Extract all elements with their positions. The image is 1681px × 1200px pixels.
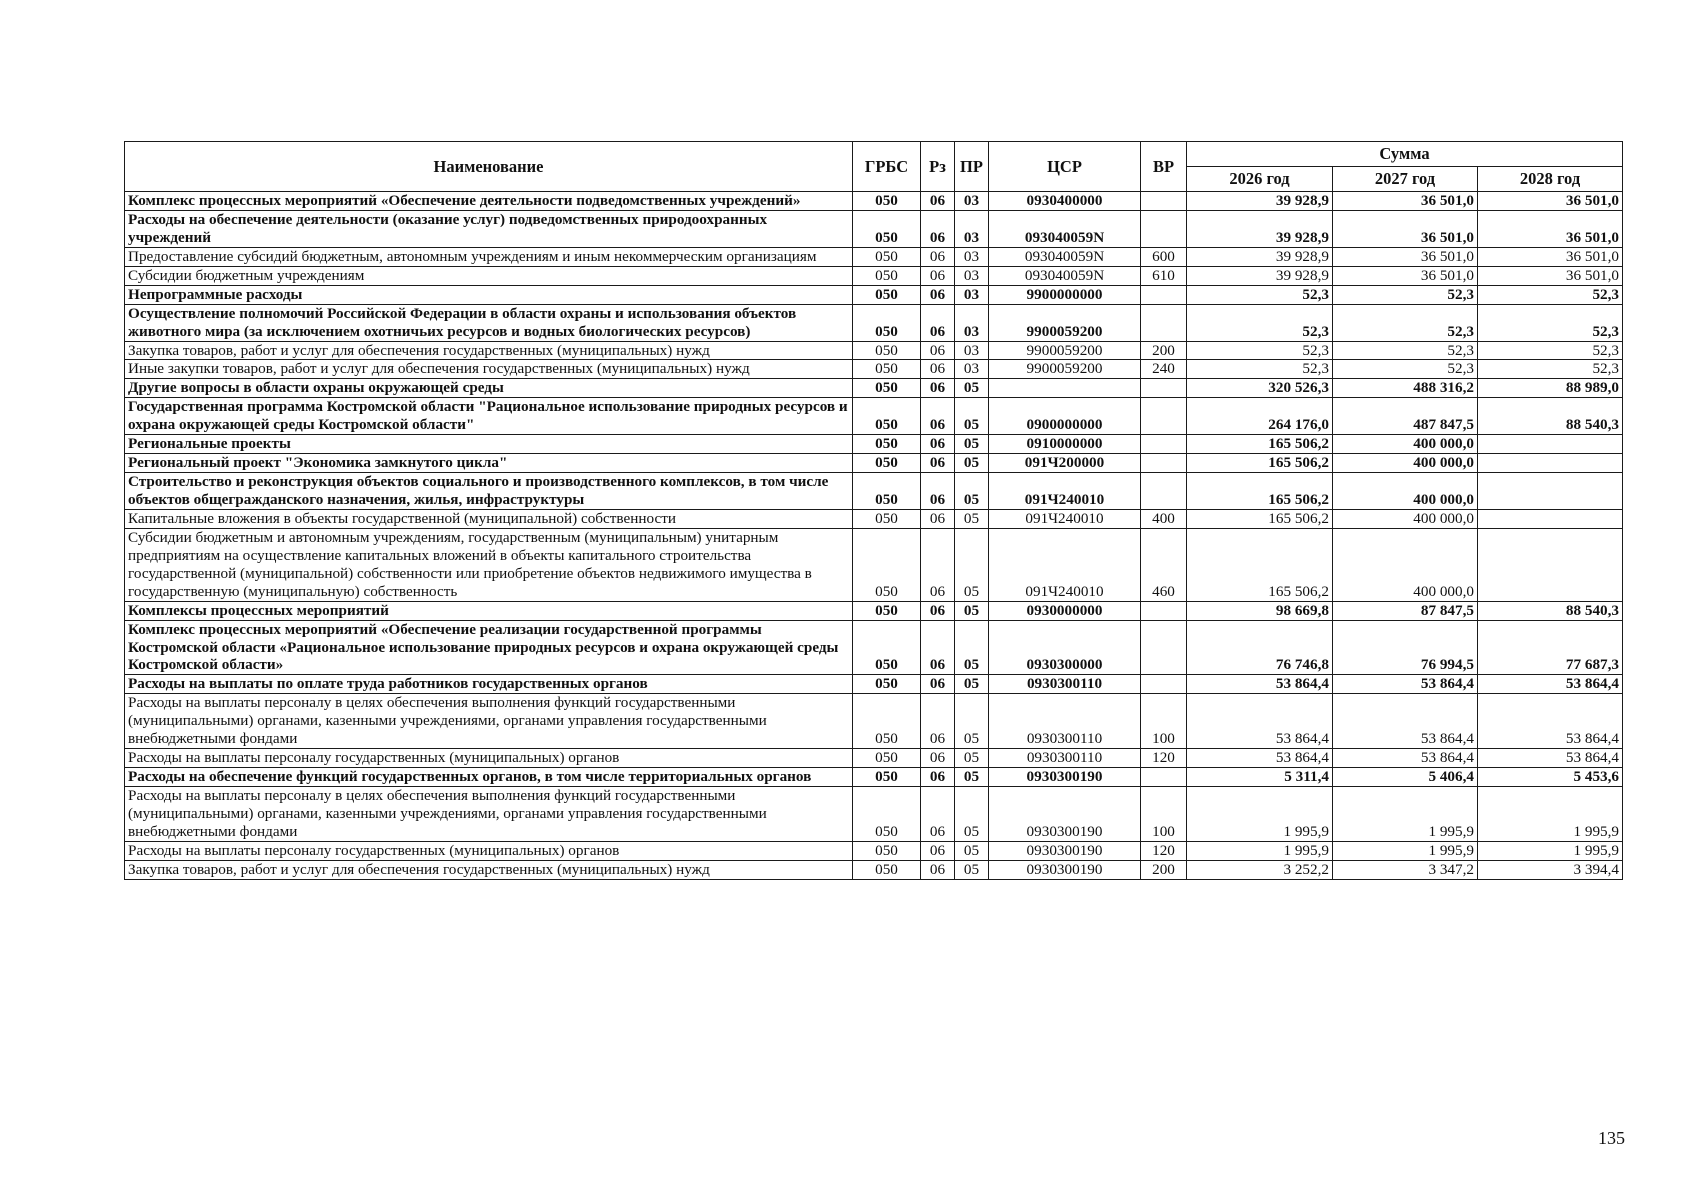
- cell-amount-2027: 36 501,0: [1333, 210, 1478, 247]
- cell-vr: [1141, 601, 1187, 620]
- table-row: [125, 304, 1623, 341]
- cell-name: Непрограммные расходы: [125, 285, 853, 304]
- cell-vr: [1141, 210, 1187, 247]
- cell-amount-2028: 36 501,0: [1478, 192, 1623, 211]
- cell-name: Капитальные вложения в объекты государственной (муниципальной) собственности: [125, 509, 853, 528]
- cell-grbs: 050: [853, 210, 921, 247]
- cell-amount-2026: 52,3: [1187, 285, 1333, 304]
- cell-grbs: 050: [853, 768, 921, 787]
- cell-grbs: 050: [853, 787, 921, 842]
- cell-vr: [1141, 620, 1187, 675]
- cell-csr: 9900059200: [989, 341, 1141, 360]
- cell-name: Расходы на обеспечение деятельности (оказание услуг) подведомственных природоохранных учреждений: [125, 210, 853, 247]
- cell-amount-2028: [1478, 454, 1623, 473]
- cell-csr: 093040059N: [989, 247, 1141, 266]
- cell-amount-2027: 53 864,4: [1333, 694, 1478, 749]
- cell-grbs: 050: [853, 304, 921, 341]
- table-row: [125, 210, 1623, 247]
- cell-csr: 9900000000: [989, 285, 1141, 304]
- cell-pr: 05: [955, 787, 989, 842]
- cell-rz: 06: [921, 768, 955, 787]
- cell-csr: 0900000000: [989, 398, 1141, 435]
- cell-name: Расходы на выплаты персоналу государственных (муниципальных) органов: [125, 749, 853, 768]
- table-row: [125, 509, 1623, 528]
- cell-pr: 03: [955, 266, 989, 285]
- cell-rz: 06: [921, 473, 955, 510]
- table-row: [125, 341, 1623, 360]
- cell-amount-2028: 88 540,3: [1478, 601, 1623, 620]
- cell-pr: 05: [955, 620, 989, 675]
- cell-grbs: 050: [853, 454, 921, 473]
- cell-pr: 03: [955, 341, 989, 360]
- cell-pr: 05: [955, 454, 989, 473]
- cell-name: Государственная программа Костромской области "Рациональное использование природных ресурсов и охрана окружающей среды Костромской области": [125, 398, 853, 435]
- cell-name: Комплексы процессных мероприятий: [125, 601, 853, 620]
- cell-rz: 06: [921, 749, 955, 768]
- table-row: [125, 620, 1623, 675]
- cell-rz: 06: [921, 210, 955, 247]
- cell-vr: 200: [1141, 341, 1187, 360]
- cell-grbs: 050: [853, 860, 921, 879]
- cell-amount-2026: 165 506,2: [1187, 509, 1333, 528]
- cell-grbs: 050: [853, 247, 921, 266]
- cell-csr: 093040059N: [989, 210, 1141, 247]
- cell-rz: 06: [921, 435, 955, 454]
- cell-name: Комплекс процессных мероприятий «Обеспечение деятельности подведомственных учреждений»: [125, 192, 853, 211]
- table-row: [125, 749, 1623, 768]
- cell-amount-2026: 53 864,4: [1187, 749, 1333, 768]
- cell-name: Другие вопросы в области охраны окружающей среды: [125, 379, 853, 398]
- cell-amount-2028: 77 687,3: [1478, 620, 1623, 675]
- budget-table: [124, 141, 1623, 880]
- table-row: [125, 192, 1623, 211]
- table-row: [125, 601, 1623, 620]
- cell-grbs: 050: [853, 379, 921, 398]
- cell-grbs: 050: [853, 694, 921, 749]
- cell-rz: 06: [921, 675, 955, 694]
- cell-amount-2027: 52,3: [1333, 360, 1478, 379]
- cell-amount-2028: [1478, 509, 1623, 528]
- cell-amount-2027: 400 000,0: [1333, 473, 1478, 510]
- cell-amount-2027: 5 406,4: [1333, 768, 1478, 787]
- cell-grbs: 050: [853, 620, 921, 675]
- cell-name: Региональные проекты: [125, 435, 853, 454]
- cell-csr: 091Ч240010: [989, 528, 1141, 601]
- header-year-2026: 2026 год: [1187, 167, 1333, 192]
- cell-csr: 091Ч240010: [989, 509, 1141, 528]
- cell-amount-2026: 165 506,2: [1187, 454, 1333, 473]
- cell-csr: [989, 379, 1141, 398]
- cell-amount-2028: 53 864,4: [1478, 675, 1623, 694]
- cell-amount-2027: 3 347,2: [1333, 860, 1478, 879]
- cell-name: Расходы на выплаты персоналу в целях обеспечения выполнения функций государственными (муниципальными) органами, казенными учреждениями, органами управления государственными внебюджетными фондами: [125, 694, 853, 749]
- header-sum: Сумма: [1187, 142, 1623, 167]
- cell-amount-2028: 36 501,0: [1478, 247, 1623, 266]
- cell-amount-2028: 52,3: [1478, 341, 1623, 360]
- cell-amount-2028: 53 864,4: [1478, 749, 1623, 768]
- cell-pr: 05: [955, 841, 989, 860]
- cell-amount-2028: 3 394,4: [1478, 860, 1623, 879]
- cell-amount-2026: 53 864,4: [1187, 675, 1333, 694]
- cell-amount-2027: 53 864,4: [1333, 675, 1478, 694]
- header-grbs: ГРБС: [853, 142, 921, 192]
- cell-pr: 05: [955, 398, 989, 435]
- cell-name: Расходы на выплаты персоналу государственных (муниципальных) органов: [125, 841, 853, 860]
- cell-rz: 06: [921, 860, 955, 879]
- cell-amount-2028: 52,3: [1478, 285, 1623, 304]
- cell-amount-2026: 320 526,3: [1187, 379, 1333, 398]
- cell-pr: 05: [955, 509, 989, 528]
- cell-rz: 06: [921, 360, 955, 379]
- cell-csr: 0930400000: [989, 192, 1141, 211]
- cell-name: Закупка товаров, работ и услуг для обеспечения государственных (муниципальных) нужд: [125, 860, 853, 879]
- header-rz: Рз: [921, 142, 955, 192]
- cell-amount-2028: 53 864,4: [1478, 694, 1623, 749]
- cell-amount-2027: 400 000,0: [1333, 435, 1478, 454]
- cell-pr: 05: [955, 435, 989, 454]
- cell-vr: [1141, 379, 1187, 398]
- cell-amount-2026: 3 252,2: [1187, 860, 1333, 879]
- cell-grbs: 050: [853, 435, 921, 454]
- cell-pr: 05: [955, 768, 989, 787]
- cell-vr: 120: [1141, 841, 1187, 860]
- cell-vr: 610: [1141, 266, 1187, 285]
- cell-grbs: 050: [853, 749, 921, 768]
- cell-amount-2027: 487 847,5: [1333, 398, 1478, 435]
- cell-pr: 03: [955, 247, 989, 266]
- table-row: [125, 454, 1623, 473]
- cell-vr: 200: [1141, 860, 1187, 879]
- cell-name: Расходы на выплаты персоналу в целях обеспечения выполнения функций государственными (муниципальными) органами, казенными учреждениями, органами управления государственными внебюджетными фондами: [125, 787, 853, 842]
- cell-pr: 05: [955, 473, 989, 510]
- table-row: [125, 398, 1623, 435]
- cell-csr: 9900059200: [989, 360, 1141, 379]
- cell-name: Расходы на выплаты по оплате труда работников государственных органов: [125, 675, 853, 694]
- cell-csr: 091Ч240010: [989, 473, 1141, 510]
- cell-pr: 05: [955, 601, 989, 620]
- cell-grbs: 050: [853, 341, 921, 360]
- cell-amount-2028: 88 989,0: [1478, 379, 1623, 398]
- cell-grbs: 050: [853, 601, 921, 620]
- cell-pr: 03: [955, 192, 989, 211]
- table-row: [125, 694, 1623, 749]
- cell-amount-2027: 36 501,0: [1333, 266, 1478, 285]
- cell-csr: 0930300000: [989, 620, 1141, 675]
- table-row: [125, 247, 1623, 266]
- cell-amount-2028: 88 540,3: [1478, 398, 1623, 435]
- cell-pr: 03: [955, 304, 989, 341]
- cell-csr: 0930000000: [989, 601, 1141, 620]
- header-vr: ВР: [1141, 142, 1187, 192]
- cell-rz: 06: [921, 341, 955, 360]
- header-name: Наименование: [125, 142, 853, 192]
- cell-amount-2028: 1 995,9: [1478, 787, 1623, 842]
- table-row: [125, 435, 1623, 454]
- cell-vr: [1141, 454, 1187, 473]
- cell-csr: 093040059N: [989, 266, 1141, 285]
- cell-pr: 03: [955, 210, 989, 247]
- cell-vr: [1141, 304, 1187, 341]
- cell-amount-2028: 5 453,6: [1478, 768, 1623, 787]
- cell-amount-2027: 76 994,5: [1333, 620, 1478, 675]
- cell-amount-2026: 39 928,9: [1187, 192, 1333, 211]
- cell-name: Субсидии бюджетным учреждениям: [125, 266, 853, 285]
- cell-amount-2028: 52,3: [1478, 360, 1623, 379]
- cell-amount-2027: 488 316,2: [1333, 379, 1478, 398]
- cell-amount-2026: 1 995,9: [1187, 841, 1333, 860]
- table-row: [125, 768, 1623, 787]
- cell-amount-2026: 1 995,9: [1187, 787, 1333, 842]
- cell-csr: 9900059200: [989, 304, 1141, 341]
- cell-amount-2027: 52,3: [1333, 285, 1478, 304]
- table-row: [125, 841, 1623, 860]
- cell-vr: 100: [1141, 787, 1187, 842]
- cell-amount-2028: 52,3: [1478, 304, 1623, 341]
- cell-grbs: 050: [853, 509, 921, 528]
- cell-grbs: 050: [853, 528, 921, 601]
- cell-amount-2027: 1 995,9: [1333, 787, 1478, 842]
- cell-rz: 06: [921, 787, 955, 842]
- cell-amount-2026: 52,3: [1187, 341, 1333, 360]
- cell-vr: [1141, 435, 1187, 454]
- cell-vr: [1141, 473, 1187, 510]
- cell-name: Предоставление субсидий бюджетным, автономным учреждениям и иным некоммерческим организациям: [125, 247, 853, 266]
- cell-amount-2027: 52,3: [1333, 341, 1478, 360]
- cell-amount-2026: 39 928,9: [1187, 210, 1333, 247]
- cell-rz: 06: [921, 620, 955, 675]
- cell-amount-2027: 52,3: [1333, 304, 1478, 341]
- cell-amount-2028: 36 501,0: [1478, 210, 1623, 247]
- table-row: [125, 787, 1623, 842]
- cell-name: Субсидии бюджетным и автономным учреждениям, государственным (муниципальным) унитарным предприятиям на осуществление капитальных вложений в объекты капитального строительства государственной (муниципальной) собственности или приобретение объектов недвижимого имущества в государственную (муниципальную) собственность: [125, 528, 853, 601]
- cell-vr: 120: [1141, 749, 1187, 768]
- cell-vr: [1141, 398, 1187, 435]
- cell-csr: 0930300190: [989, 841, 1141, 860]
- table-row: [125, 360, 1623, 379]
- cell-amount-2027: 53 864,4: [1333, 749, 1478, 768]
- cell-rz: 06: [921, 285, 955, 304]
- cell-amount-2026: 5 311,4: [1187, 768, 1333, 787]
- cell-csr: 0930300110: [989, 675, 1141, 694]
- cell-grbs: 050: [853, 192, 921, 211]
- cell-rz: 06: [921, 528, 955, 601]
- cell-amount-2028: [1478, 473, 1623, 510]
- cell-vr: 400: [1141, 509, 1187, 528]
- cell-grbs: 050: [853, 266, 921, 285]
- cell-vr: 600: [1141, 247, 1187, 266]
- cell-amount-2027: 1 995,9: [1333, 841, 1478, 860]
- cell-grbs: 050: [853, 398, 921, 435]
- cell-amount-2026: 52,3: [1187, 360, 1333, 379]
- page-number: 135: [1598, 1128, 1625, 1148]
- cell-name: Строительство и реконструкция объектов социального и производственного комплексов, в том числе объектов общегражданского назначения, жилья, инфраструктуры: [125, 473, 853, 510]
- cell-rz: 06: [921, 841, 955, 860]
- cell-pr: 05: [955, 528, 989, 601]
- cell-amount-2027: 400 000,0: [1333, 528, 1478, 601]
- table-row: [125, 675, 1623, 694]
- cell-rz: 06: [921, 379, 955, 398]
- cell-grbs: 050: [853, 841, 921, 860]
- cell-csr: 0930300110: [989, 749, 1141, 768]
- cell-name: Комплекс процессных мероприятий «Обеспечение реализации государственной программы Костромской области «Рациональное использование природных ресурсов и охрана окружающей среды Костромской области»: [125, 620, 853, 675]
- cell-csr: 091Ч200000: [989, 454, 1141, 473]
- table-row: [125, 266, 1623, 285]
- cell-rz: 06: [921, 398, 955, 435]
- cell-amount-2028: 1 995,9: [1478, 841, 1623, 860]
- cell-vr: 460: [1141, 528, 1187, 601]
- cell-pr: 05: [955, 379, 989, 398]
- cell-amount-2026: 264 176,0: [1187, 398, 1333, 435]
- table-row: [125, 860, 1623, 879]
- cell-vr: [1141, 675, 1187, 694]
- table-header: [125, 142, 1623, 192]
- cell-vr: 100: [1141, 694, 1187, 749]
- cell-amount-2026: 39 928,9: [1187, 247, 1333, 266]
- cell-rz: 06: [921, 247, 955, 266]
- cell-amount-2026: 165 506,2: [1187, 528, 1333, 601]
- cell-pr: 05: [955, 675, 989, 694]
- cell-rz: 06: [921, 509, 955, 528]
- cell-pr: 05: [955, 749, 989, 768]
- cell-rz: 06: [921, 304, 955, 341]
- cell-rz: 06: [921, 601, 955, 620]
- cell-amount-2027: 400 000,0: [1333, 454, 1478, 473]
- cell-csr: 0930300190: [989, 860, 1141, 879]
- cell-pr: 05: [955, 694, 989, 749]
- cell-vr: [1141, 768, 1187, 787]
- cell-csr: 0910000000: [989, 435, 1141, 454]
- cell-rz: 06: [921, 454, 955, 473]
- cell-name: Закупка товаров, работ и услуг для обеспечения государственных (муниципальных) нужд: [125, 341, 853, 360]
- cell-amount-2028: [1478, 528, 1623, 601]
- cell-amount-2027: 87 847,5: [1333, 601, 1478, 620]
- cell-grbs: 050: [853, 285, 921, 304]
- cell-amount-2028: 36 501,0: [1478, 266, 1623, 285]
- cell-grbs: 050: [853, 360, 921, 379]
- cell-rz: 06: [921, 266, 955, 285]
- table-body: [125, 192, 1623, 880]
- cell-pr: 03: [955, 360, 989, 379]
- cell-vr: 240: [1141, 360, 1187, 379]
- table-row: [125, 379, 1623, 398]
- cell-amount-2026: 165 506,2: [1187, 435, 1333, 454]
- cell-amount-2027: 400 000,0: [1333, 509, 1478, 528]
- cell-amount-2028: [1478, 435, 1623, 454]
- cell-csr: 0930300190: [989, 768, 1141, 787]
- cell-grbs: 050: [853, 675, 921, 694]
- cell-name: Региональный проект "Экономика замкнутого цикла": [125, 454, 853, 473]
- cell-amount-2027: 36 501,0: [1333, 247, 1478, 266]
- cell-amount-2026: 52,3: [1187, 304, 1333, 341]
- cell-vr: [1141, 285, 1187, 304]
- header-csr: ЦСР: [989, 142, 1141, 192]
- cell-rz: 06: [921, 694, 955, 749]
- cell-pr: 03: [955, 285, 989, 304]
- cell-name: Иные закупки товаров, работ и услуг для обеспечения государственных (муниципальных) нужд: [125, 360, 853, 379]
- header-year-2028: 2028 год: [1478, 167, 1623, 192]
- cell-amount-2026: 53 864,4: [1187, 694, 1333, 749]
- table-row: [125, 473, 1623, 510]
- cell-name: Расходы на обеспечение функций государственных органов, в том числе территориальных органов: [125, 768, 853, 787]
- header-pr: ПР: [955, 142, 989, 192]
- cell-csr: 0930300190: [989, 787, 1141, 842]
- table-row: [125, 528, 1623, 601]
- cell-amount-2026: 98 669,8: [1187, 601, 1333, 620]
- cell-amount-2026: 39 928,9: [1187, 266, 1333, 285]
- cell-grbs: 050: [853, 473, 921, 510]
- cell-pr: 05: [955, 860, 989, 879]
- cell-amount-2026: 76 746,8: [1187, 620, 1333, 675]
- cell-rz: 06: [921, 192, 955, 211]
- cell-vr: [1141, 192, 1187, 211]
- table-row: [125, 285, 1623, 304]
- cell-name: Осуществление полномочий Российской Федерации в области охраны и использования объектов животного мира (за исключением охотничьих ресурсов и водных биологических ресурсов): [125, 304, 853, 341]
- header-year-2027: 2027 год: [1333, 167, 1478, 192]
- cell-amount-2027: 36 501,0: [1333, 192, 1478, 211]
- cell-csr: 0930300110: [989, 694, 1141, 749]
- cell-amount-2026: 165 506,2: [1187, 473, 1333, 510]
